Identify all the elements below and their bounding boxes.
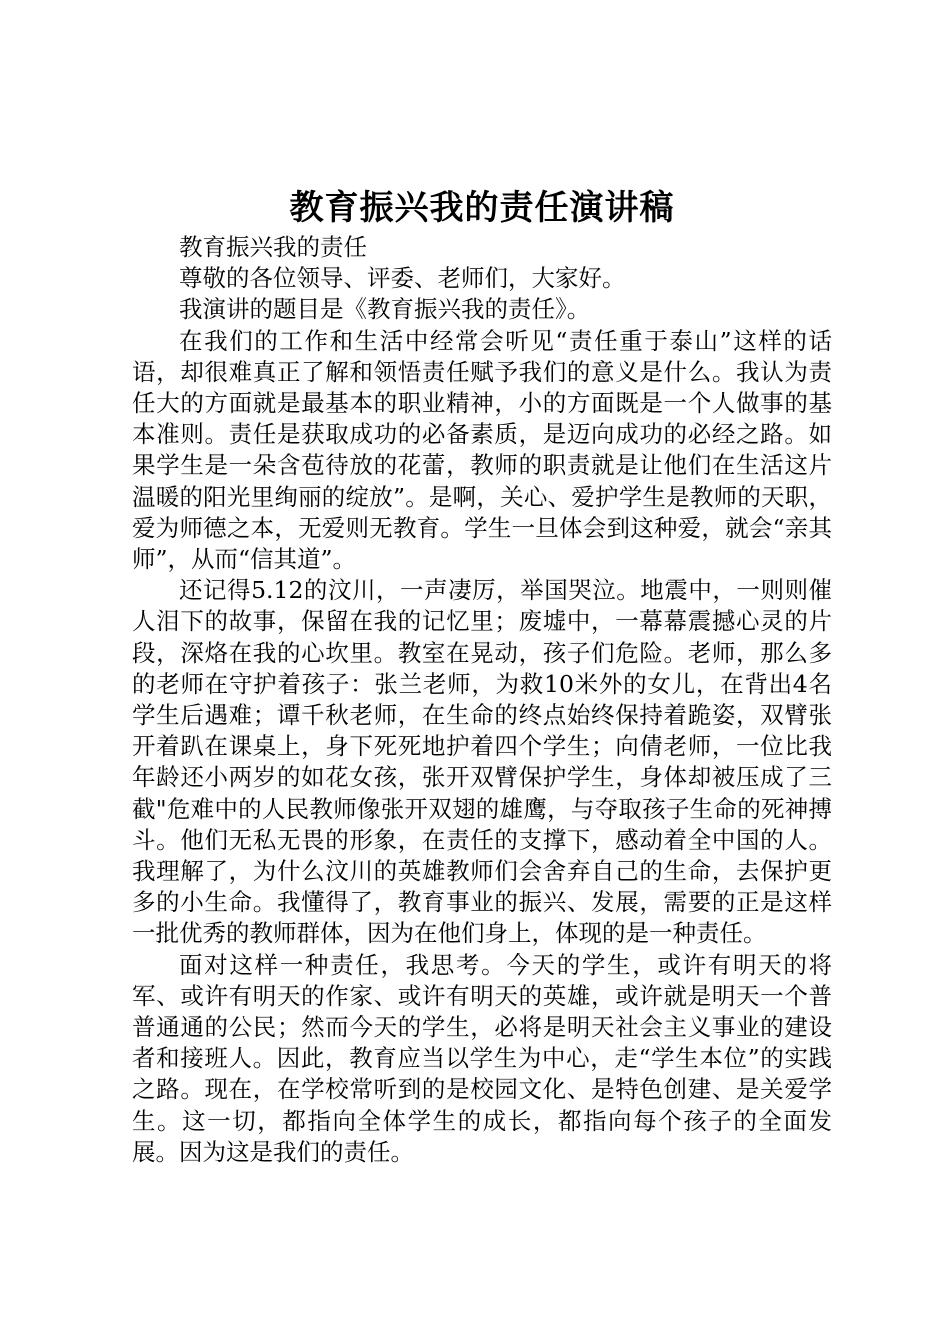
- paragraph-greeting: 尊敬的各位领导、评委、老师们，大家好。: [179, 264, 626, 293]
- paragraph-responsibility-meaning: 在我们的工作和生活中经常会听见“责任重于泰山”这样的话语，却很难真正了解和领悟责任赋予我们的意义是什么。我认为责任大的方面就是最基本的职业精神，小的方面既是一个人做事的基本准则。责任是获取成功的必备素质，是迈向成功的必经之路。如果学生是一朵含苞待放的花蕾，教师的职责就是让他们在生活这片温暖的阳光里绚丽的绽放”。是啊，关心、爱护学生是教师的天职，爱为师德之本，无爱则无教育。学生一旦体会到这种爱，就会“亲其师”，从而“信其道”。: [132, 326, 832, 574]
- paragraph-student-centered: 面对这样一种责任，我思考。今天的学生，或许有明天的将军、或许有明天的作家、或许有明天的英雄，或许就是明天一个普普通通的公民；然而今天的学生，必将是明天社会主义事业的建设者和接班人。因此，教育应当以学生为中心，走“学生本位”的实践之路。现在，在学校常听到的是校园文化、是特色创建、是关爱学生。这一切，都指向全体学生的成长，都指向每个孩子的全面发展。因为这是我们的责任。: [132, 950, 832, 1166]
- paragraph-topic: 我演讲的题目是《教育振兴我的责任》。: [179, 295, 591, 324]
- paragraph-wenchuan-earthquake: 还记得5.12的汶川，一声凄厉，举国哭泣。地震中，一则则催人泪下的故事，保留在我的记忆里；废墟中，一幕幕震撼心灵的片段，深烙在我的心坎里。教室在晃动，孩子们危险。老师，那么多的老师在守护着孩子：张兰老师，为救10米外的女儿，在背出4名学生后遇难；谭千秋老师，在生命的终点始终保持着跪姿，双臂张开着趴在课桌上，身下死死地护着四个学生；向倩老师，一位比我年龄还小两岁的如花女孩，张开双臂保护学生，身体却被压成了三截"危难中的人民教师像张开双翅的雄鹰，与夺取孩子生命的死神搏斗。他们无私无畏的形象，在责任的支撑下，感动着全中国的人。我理解了，为什么汶川的英雄教师们会舍弃自己的生命，去保护更多的小生命。我懂得了，教育事业的振兴、发展，需要的正是这样一批优秀的教师群体，因为在他们身上，体现的是一种责任。: [132, 576, 832, 948]
- document-title: 教育振兴我的责任演讲稿: [289, 188, 675, 228]
- paragraph-subtitle: 教育振兴我的责任: [179, 233, 367, 261]
- document-body: [132, 232, 832, 1168]
